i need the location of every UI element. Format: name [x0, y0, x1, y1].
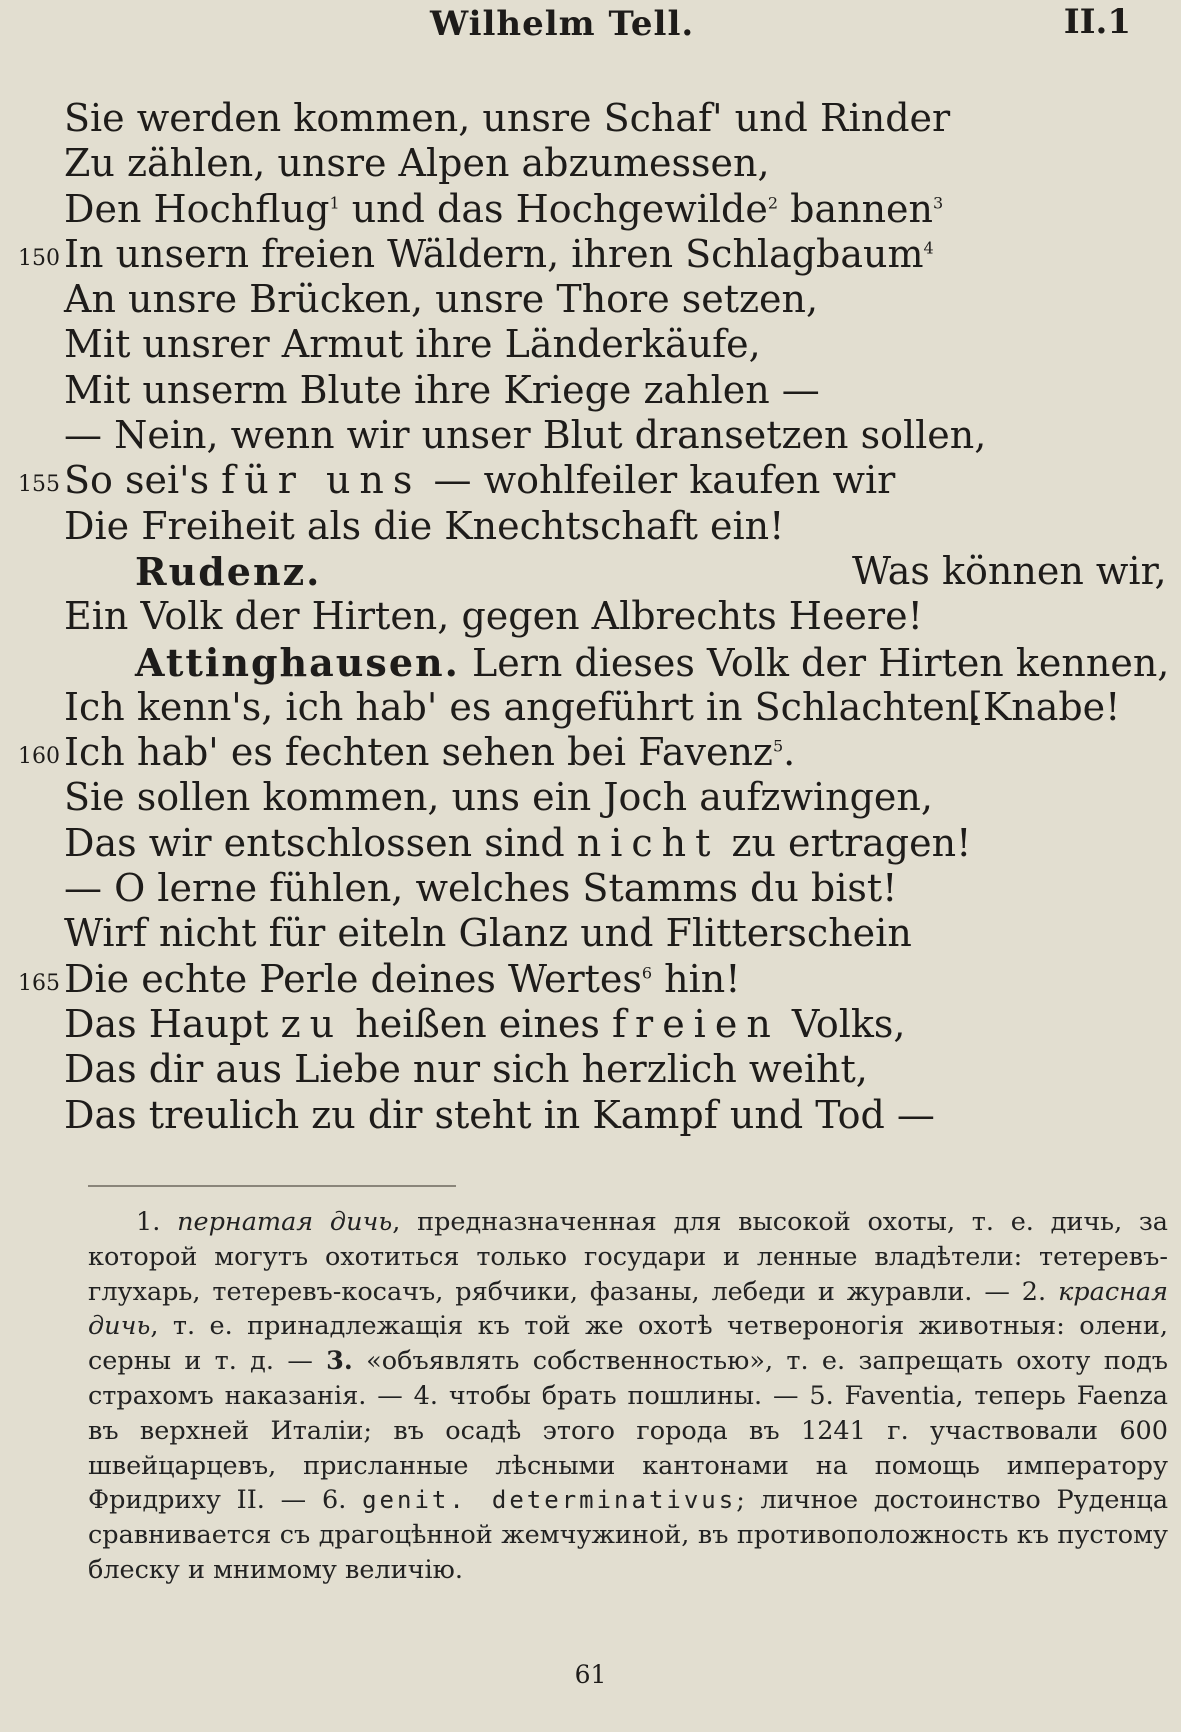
verse-line	[0, 549, 1181, 594]
page-number: 61	[574, 1660, 607, 1689]
verse-text: An unsre Brücken, unsre Thore setzen,	[64, 277, 819, 322]
verse-text: Sie sollen kommen, uns ein Joch aufzwingen,	[64, 775, 933, 820]
verse-line	[0, 866, 1181, 911]
verse-line	[0, 821, 1181, 866]
footnote-ref: 4	[923, 238, 934, 258]
verse-text: Zu zählen, unsre Alpen abzumessen,	[64, 141, 770, 186]
verse-text: Die echte Perle deines Wertes$^6$ hin!	[64, 956, 741, 1001]
verse-line	[0, 368, 1181, 413]
verse-line	[0, 1093, 1181, 1138]
verse-line	[0, 775, 1181, 820]
verse-line	[0, 911, 1181, 956]
act-scene-marker: II.1	[1063, 2, 1131, 42]
verse-text: Das Haupt zu heißen eines freien Volks,	[64, 1001, 906, 1046]
footnote-number: 2.	[1021, 1276, 1047, 1307]
speaker-line	[135, 640, 1169, 686]
line-number: 155	[18, 472, 60, 498]
footnote-text: «объявлять собственностью», т. е. запрещать охоту подъ страхомъ наказанія. —	[88, 1346, 1169, 1411]
verse-text: Wirf nicht für eiteln Glanz und Flitterschein	[64, 911, 912, 956]
line-number: 165	[18, 970, 60, 996]
line-number: 160	[18, 744, 60, 770]
verse-text: Lern dieses Volk der Hirten kennen,	[471, 640, 1170, 685]
verse-line	[0, 96, 1181, 141]
footnote-term: красная дичь	[88, 1276, 1168, 1342]
footnote-number: 4.	[413, 1380, 438, 1411]
verse-line	[0, 232, 1181, 277]
footnote-paragraph	[88, 1205, 1168, 1588]
verse-line	[0, 685, 1181, 730]
verse-block	[0, 96, 1181, 1138]
verse-text: Sie werden kommen, unsre Schaf' und Rinder	[64, 96, 951, 140]
verse-text: Das dir aus Liebe nur sich herzlich weiht,	[64, 1047, 868, 1092]
footnote-number: 3.	[326, 1346, 353, 1377]
footnote-number: 1.	[136, 1207, 161, 1237]
verse-line	[0, 957, 1181, 1002]
footnote-text: , т. е. принадлежащія къ той же охотѣ четвероногія животныя: олени, серны и т. д. —	[88, 1311, 1168, 1377]
verse-line	[0, 187, 1181, 232]
verse-text: Mit unserm Blute ihre Kriege zahlen —	[64, 367, 820, 412]
footnote-ref: 5	[772, 736, 784, 756]
verse-text: Ein Volk der Hirten, gegen Albrechts Heere!	[64, 594, 923, 639]
footnote-term: пернатая дичь	[177, 1207, 393, 1237]
footnote-ref: 1	[329, 192, 340, 212]
speaker-name: Attinghausen.	[135, 639, 460, 685]
running-header	[0, 0, 1181, 50]
footnote-divider	[88, 1185, 456, 1187]
verse-text: Das treulich zu dir steht in Kampf und Tod —	[64, 1092, 935, 1137]
verse-line	[0, 594, 1181, 639]
emphasis-spaced: für uns	[221, 458, 422, 503]
verse-line	[0, 730, 1181, 775]
verse-text: So sei's für uns — wohlfeiler kaufen wir	[64, 458, 896, 503]
emphasis-spaced: zu	[280, 1001, 344, 1046]
verse-line	[0, 277, 1181, 322]
footnote-ref: 6	[641, 962, 653, 982]
verse-text: — O lerne fühlen, welches Stamms du bist!	[64, 866, 898, 911]
verse-text: Ich kenn's, ich hab' es angeführt in Schlachten.	[64, 684, 982, 729]
verse-line	[0, 504, 1181, 549]
running-title: Wilhelm Tell.	[430, 4, 695, 44]
footnotes	[88, 1205, 1168, 1588]
verse-text: In unsern freien Wäldern, ihren Schlagbaum$^4$	[64, 231, 934, 276]
footnote-text: ; личное достоинство Руденца сравнивается съ драгоцѣнной жемчужиной, въ противоположность къ пустому блеску и мнимому величію.	[88, 1485, 1169, 1585]
footnote-number: 5.	[809, 1380, 834, 1411]
emphasis-spaced: nicht	[576, 820, 720, 865]
footnote-ref: 2	[767, 192, 779, 212]
footnote-number: 6.	[321, 1485, 347, 1516]
verse-line	[0, 141, 1181, 186]
verse-text: Die Freiheit als die Knechtschaft ein!	[64, 503, 785, 548]
verse-line	[0, 1047, 1181, 1092]
line-number: 150	[18, 245, 60, 271]
emphasis-spaced: freien	[611, 1001, 780, 1046]
footnote-text: Faventia, теперь Faenza въ верхней Италіи; въ осадѣ этого города въ 1241 г. участвовали 600 швейцарцевъ, присланные лѣсными кантонами на помощь императору Фридриху II. —	[88, 1380, 1169, 1516]
verse-line	[0, 458, 1181, 503]
verse-line	[0, 322, 1181, 367]
speaker-name: Rudenz.	[135, 548, 322, 594]
verse-text: Das wir entschlossen sind nicht zu ertragen!	[64, 820, 972, 865]
verse-text: Ich hab' es fechten sehen bei Favenz$^5$.	[64, 730, 796, 775]
verse-line	[0, 1002, 1181, 1047]
footnote-ref: 3	[933, 192, 944, 212]
verse-line	[0, 413, 1181, 458]
verse-text: Den Hochflug$^1$ und das Hochgewilde$^2$ bannen$^3$	[64, 186, 944, 231]
footnote-text: чтобы брать пошлины. —	[448, 1380, 799, 1411]
footnote-term: genit. determinativus	[362, 1486, 737, 1515]
verse-text-right: [Knabe!	[968, 684, 1121, 729]
verse-text: — Nein, wenn wir unser Blut dransetzen sollen,	[64, 413, 987, 458]
verse-text: Mit unsrer Armut ihre Länderkäufe,	[64, 322, 761, 367]
footnote-text: , предназначенная для высокой охоты, т. е. дичь, за которой могутъ охотиться только государи и ленные владѣтели: тетеревъ-глухарь, тетеревъ-косачъ, рябчики, фазаны, лебеди и журавли. —	[88, 1207, 1169, 1307]
verse-text-right: Was können wir,	[852, 548, 1167, 593]
verse-line	[0, 640, 1181, 685]
